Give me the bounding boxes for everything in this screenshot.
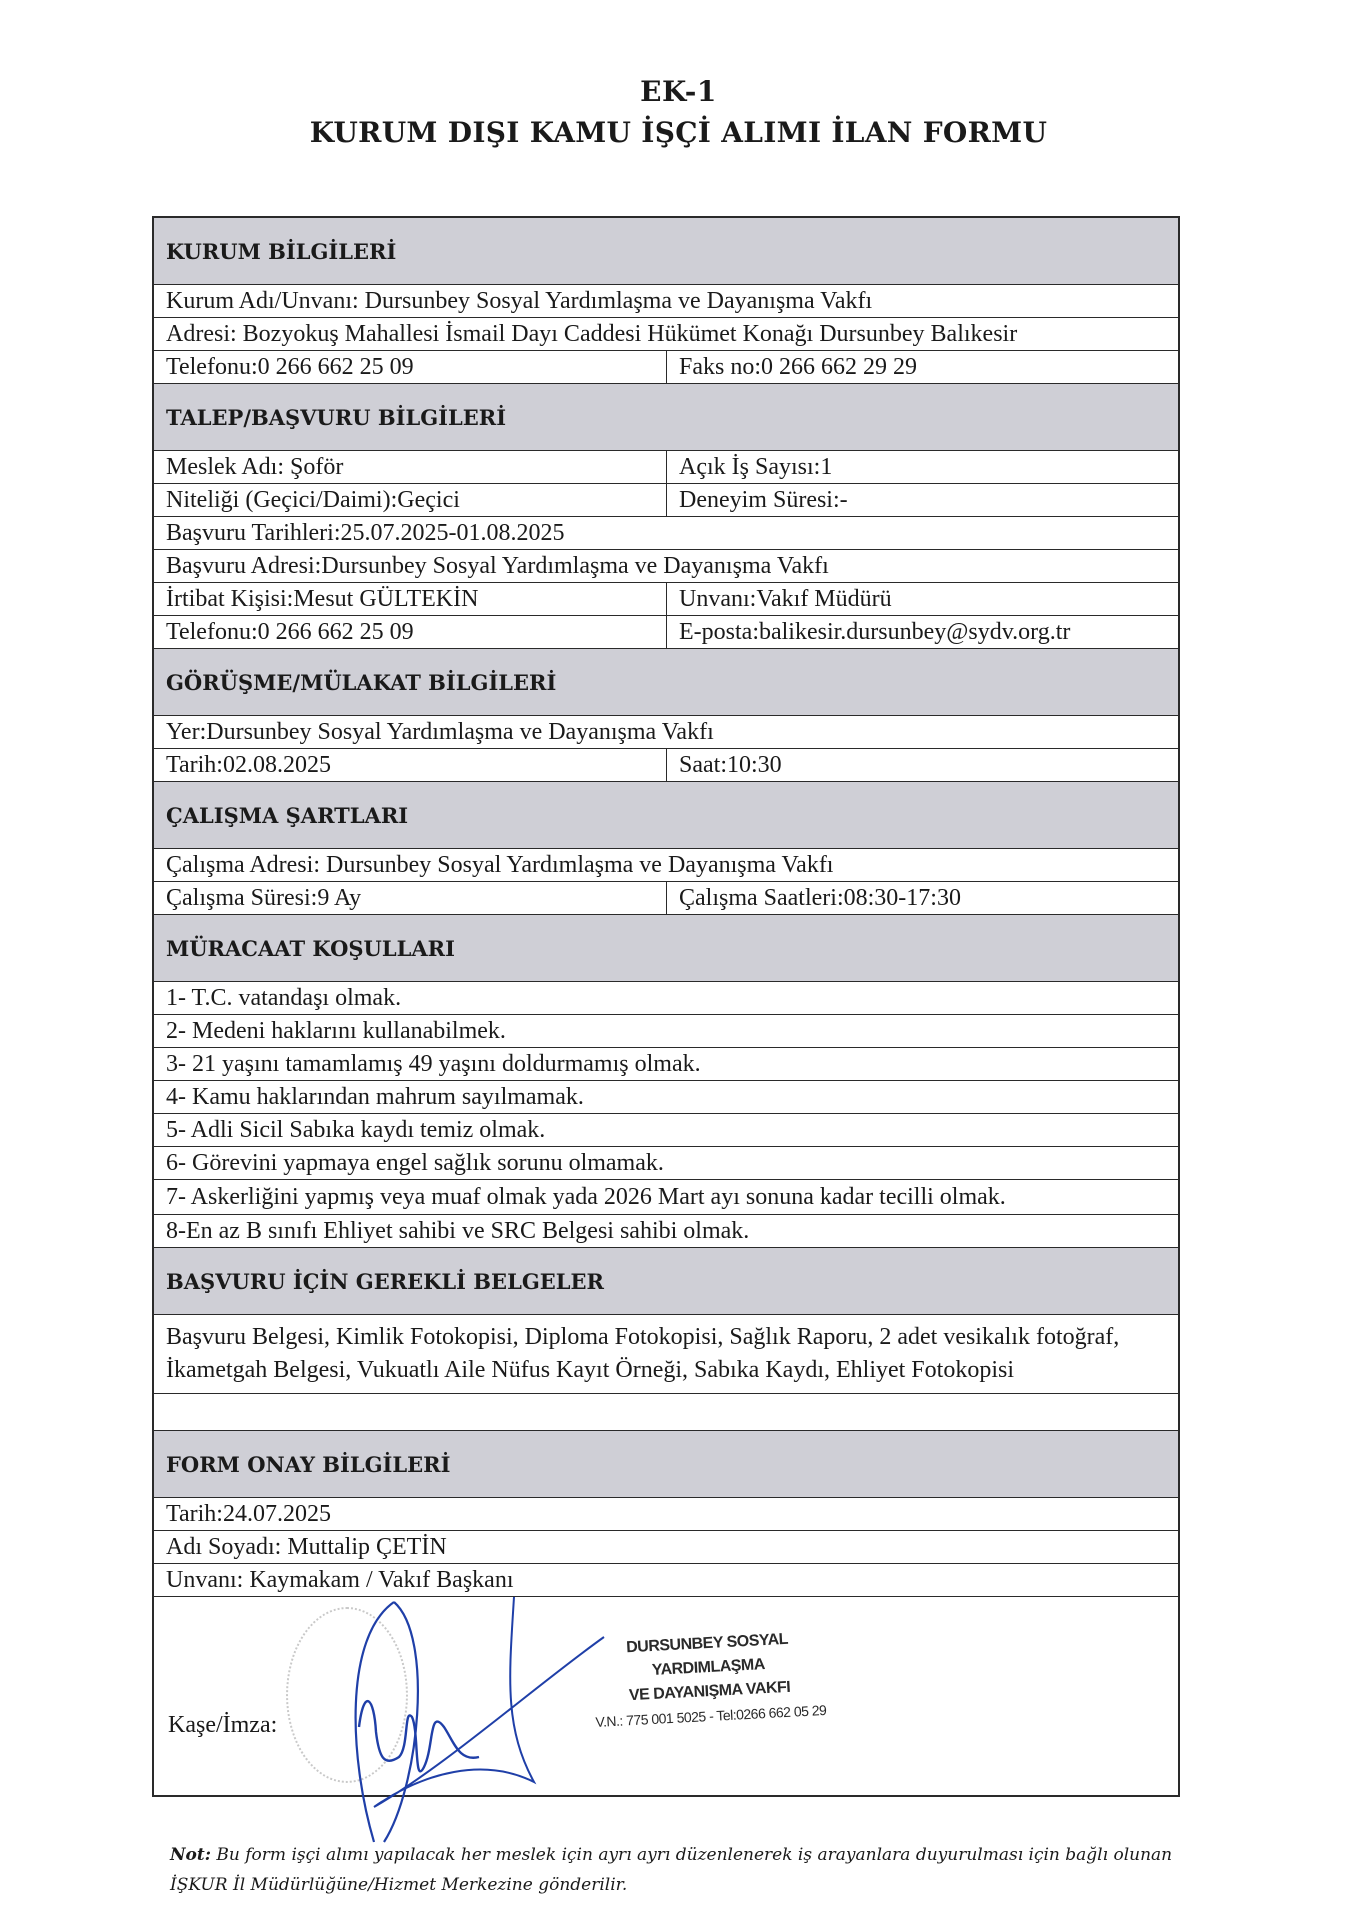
stamp-line: DURSUNBEY SOSYAL YARDIMLAŞMA — [625, 1630, 789, 1679]
condition-text: 3- 21 yaşını tamamlamış 49 yaşını doldurmamış olmak. — [166, 1051, 701, 1077]
condition-item — [154, 1147, 1178, 1180]
condition-text: 8-En az B sınıfı Ehliyet sahibi ve SRC Belgesi sahibi olmak. — [166, 1218, 750, 1244]
document-header — [0, 72, 1357, 154]
document-title: KURUM DIŞI KAMU İŞÇİ ALIMI İLAN FORMU — [309, 116, 1048, 149]
contact-phone: Telefonu:0 266 662 25 09 — [154, 616, 667, 648]
condition-item — [154, 1015, 1178, 1048]
job-nature: Niteliği (Geçici/Daimi):Geçici — [154, 484, 667, 516]
stamp-line: V.N.: 775 001 5025 - Tel:0266 662 05 29 — [595, 1701, 827, 1730]
form-row — [154, 716, 1178, 749]
section-heading-talep: TALEP/BAŞVURU BİLGİLERİ — [154, 384, 1178, 451]
form-row — [154, 484, 1178, 517]
announcement-form — [152, 216, 1180, 1797]
form-row — [154, 1315, 1178, 1394]
condition-item — [154, 1081, 1178, 1114]
condition-text: 5- Adli Sicil Sabıka kaydı temiz olmak. — [166, 1117, 546, 1143]
institution-address: Adresi: Bozyokuş Mahallesi İsmail Dayı Caddesi Hükümet Konağı Dursunbey Balıkesir — [166, 321, 1018, 347]
form-row — [154, 318, 1178, 351]
condition-item — [154, 1114, 1178, 1147]
work-duration: Çalışma Süresi:9 Ay — [154, 882, 667, 914]
note-label: Not: — [170, 1845, 212, 1865]
form-row — [154, 550, 1178, 583]
annex-label: EK-1 — [640, 75, 717, 108]
form-row — [154, 616, 1178, 649]
work-hours: Çalışma Saatleri:08:30-17:30 — [679, 885, 961, 911]
approval-date: Tarih:24.07.2025 — [166, 1501, 331, 1527]
approver-name: Adı Soyadı: Muttalip ÇETİN — [166, 1534, 447, 1560]
note-text: Bu form işçi alımı yapılacak her meslek için ayrı ayrı düzenlenerek iş arayanlara duyurulması için bağlı olunan İŞKUR İl Müdürlüğüne/Hizmet Merkezine gönderilir. — [170, 1845, 1173, 1895]
condition-text: 2- Medeni haklarını kullanabilmek. — [166, 1018, 506, 1044]
footnote — [170, 1840, 1210, 1900]
condition-text: 1- T.C. vatandaşı olmak. — [166, 985, 402, 1011]
form-row — [154, 285, 1178, 318]
form-row — [154, 882, 1178, 915]
work-address: Çalışma Adresi: Dursunbey Sosyal Yardımlaşma ve Dayanışma Vakfı — [166, 852, 834, 878]
section-heading-belgeler: BAŞVURU İÇİN GEREKLİ BELGELER — [154, 1248, 1178, 1315]
form-row — [154, 1498, 1178, 1531]
section-heading-muracaat: MÜRACAAT KOŞULLARI — [154, 915, 1178, 982]
institution-fax: Faks no:0 266 662 29 29 — [679, 354, 918, 380]
section-heading-kurum: KURUM BİLGİLERİ — [154, 218, 1178, 285]
approver-title: Unvanı: Kaymakam / Vakıf Başkanı — [166, 1567, 514, 1593]
condition-text: 4- Kamu haklarından mahrum sayılmamak. — [166, 1084, 584, 1110]
form-row — [154, 451, 1178, 484]
application-address: Başvuru Adresi:Dursunbey Sosyal Yardımlaşma ve Dayanışma Vakfı — [166, 553, 829, 579]
experience: Deneyim Süresi:- — [679, 487, 848, 513]
stamp-signature-area — [154, 1597, 1178, 1797]
interview-time: Saat:10:30 — [679, 752, 782, 778]
interview-date: Tarih:02.08.2025 — [154, 749, 667, 781]
condition-item — [154, 982, 1178, 1015]
condition-item — [154, 1215, 1178, 1248]
stamp-signature-label: Kaşe/İmza: — [168, 1712, 278, 1738]
section-heading-gorusme: GÖRÜŞME/MÜLAKAT BİLGİLERİ — [154, 649, 1178, 716]
contact-title: Unvanı:Vakıf Müdürü — [679, 586, 892, 612]
form-row — [154, 849, 1178, 882]
blank-row — [154, 1394, 1178, 1431]
condition-text: 6- Görevini yapmaya engel sağlık sorunu olmamak. — [166, 1150, 664, 1176]
contact-email: E-posta:balikesir.dursunbey@sydv.org.tr — [679, 619, 1071, 645]
form-row — [154, 351, 1178, 384]
institution-name: Kurum Adı/Unvanı: Dursunbey Sosyal Yardımlaşma ve Dayanışma Vakfı — [166, 288, 873, 314]
open-positions: Açık İş Sayısı:1 — [679, 454, 833, 480]
condition-text: 7- Askerliğini yapmış veya muaf olmak yada 2026 Mart ayı sonuna kadar tecilli olmak. — [166, 1184, 1006, 1210]
section-heading-onay: FORM ONAY BİLGİLERİ — [154, 1431, 1178, 1498]
stamp-line: VE DAYANIŞMA VAKFI — [628, 1678, 791, 1705]
form-row — [154, 517, 1178, 550]
signature-icon — [304, 1557, 644, 1847]
condition-item — [154, 1180, 1178, 1215]
occupation: Meslek Adı: Şoför — [154, 451, 667, 483]
section-heading-calisma: ÇALIŞMA ŞARTLARI — [154, 782, 1178, 849]
application-dates: Başvuru Tarihleri:25.07.2025-01.08.2025 — [166, 520, 565, 546]
form-row — [154, 583, 1178, 616]
required-documents: Başvuru Belgesi, Kimlik Fotokopisi, Diploma Fotokopisi, Sağlık Raporu, 2 adet vesikalık fotoğraf, İkametgah Belgesi, Vukuatlı Aile Nüfus Kayıt Örneği, Sabıka Kaydı, Ehliyet Fotokopisi — [166, 1324, 1120, 1383]
institution-phone: Telefonu:0 266 662 25 09 — [154, 351, 667, 383]
interview-place: Yer:Dursunbey Sosyal Yardımlaşma ve Dayanışma Vakfı — [166, 719, 714, 745]
contact-person: İrtibat Kişisi:Mesut GÜLTEKİN — [154, 583, 667, 615]
form-row — [154, 749, 1178, 782]
condition-item — [154, 1048, 1178, 1081]
